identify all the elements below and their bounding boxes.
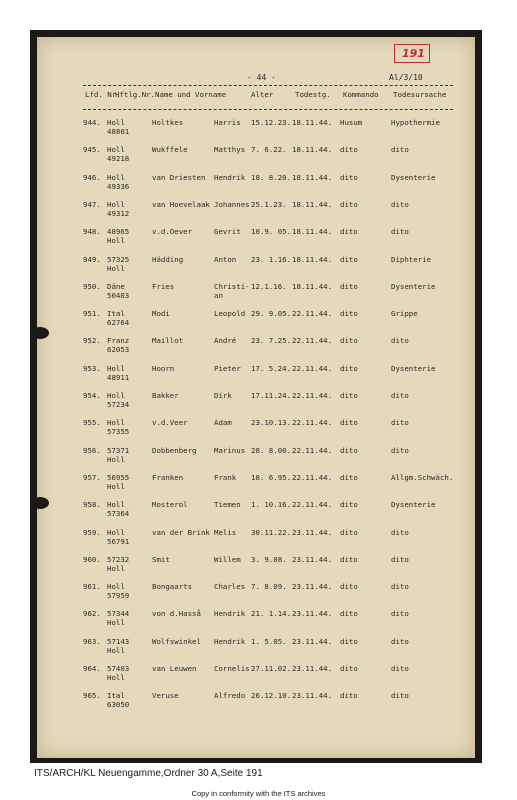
birth-date: 15.12.23. [251, 118, 292, 127]
cause-of-death: Dysenterie [391, 363, 436, 373]
prisoner-number: 63050 [107, 700, 130, 710]
first-name: Willem [214, 554, 241, 564]
death-date: 23.11.44. [292, 582, 333, 592]
entry-number: 960. [83, 554, 101, 564]
surname: Mosterol [152, 500, 188, 510]
entry-number: 957. [83, 472, 101, 482]
kommando: dito [340, 418, 358, 428]
header-name: Name und Vorname [155, 90, 227, 99]
header-todestag: Todestg. [295, 90, 331, 99]
prisoner-category: Holl [107, 118, 125, 127]
surname: Bongaarts [152, 582, 193, 592]
surname: Veruse [152, 691, 179, 701]
first-name: Christi- [214, 281, 250, 291]
kommando: dito [340, 554, 358, 564]
document-reference: Al/3/10 [389, 73, 423, 82]
surname: Dobbenberg [152, 445, 197, 455]
prisoner-number: 56791 [107, 536, 130, 546]
death-date: 18.11.44. [292, 199, 333, 209]
birth-date: 18. 6.95. [251, 472, 292, 482]
kommando: dito [340, 227, 358, 237]
first-name: Johannes [214, 199, 250, 209]
first-name: Hendrik [214, 636, 246, 646]
cause-of-death: dito [391, 609, 409, 619]
birth-date: 28. 8.00. [251, 445, 292, 455]
prisoner-category: Holl [107, 391, 125, 400]
death-date: 22.11.44. [292, 500, 333, 510]
entry-number: 952. [83, 336, 101, 346]
prisoner-number: 57364 [107, 509, 130, 519]
header-todesursache: Todesursache [393, 90, 447, 99]
birth-date: 25.1.23. [251, 199, 287, 209]
birth-date: 23. 1.16. [251, 254, 292, 264]
prisoner-number: Holl [107, 673, 125, 682]
cause-of-death: dito [391, 227, 409, 237]
cause-of-death: dito [391, 636, 409, 646]
entry-number: 959. [83, 527, 101, 537]
birth-date: 18. 8.20. [251, 172, 292, 182]
source-citation: ITS/ARCH/KL Neuengamme,Ordner 30 A,Seite 191 [34, 768, 263, 779]
prisoner-category: Däne [107, 281, 125, 291]
cause-of-death: dito [391, 664, 409, 673]
entry-number: 956. [83, 445, 101, 455]
archive-stamp-number [402, 47, 425, 60]
death-date: 18.11.44. [292, 145, 333, 155]
kommando: dito [340, 472, 358, 482]
first-name: André [214, 336, 237, 346]
death-date: 18.11.44. [292, 254, 333, 264]
header-lfd-nr: Lfd. Nr. [85, 90, 121, 99]
birth-date: 21. 1.14. [251, 609, 292, 619]
kommando: dito [340, 664, 358, 673]
death-date: 22.11.44. [292, 309, 333, 319]
kommando: dito [340, 609, 358, 619]
prisoner-number: Holl [107, 236, 125, 246]
prisoner-number: Holl [107, 618, 125, 628]
first-name: Frank [214, 472, 237, 482]
entry-number: 953. [83, 363, 101, 373]
death-date: 18.11.44. [292, 281, 333, 291]
cause-of-death: Diphterie [391, 254, 432, 264]
cause-of-death: dito [391, 554, 409, 564]
death-date: 23.11.44. [292, 609, 333, 619]
first-name: Matthys [214, 145, 246, 155]
kommando: dito [340, 145, 358, 155]
birth-date: 7. 6.22. [251, 145, 287, 155]
first-name-continued: an [214, 290, 223, 300]
prisoner-category: 48965 [107, 227, 130, 237]
prisoner-category: Holl [107, 363, 125, 373]
cause-of-death: Allgm.Schwäch. [391, 472, 454, 482]
entry-number: 961. [83, 582, 101, 592]
entry-number: 951. [83, 309, 101, 319]
surname: Franken [152, 472, 184, 482]
prisoner-number: 62764 [107, 318, 130, 328]
entry-number: 954. [83, 391, 101, 400]
prisoner-number: Holl [107, 454, 125, 464]
prisoner-number: 48801 [107, 127, 130, 136]
birth-date: 26.12.10. [251, 691, 292, 701]
prisoner-number: 57959 [107, 591, 130, 601]
cause-of-death: Dysenterie [391, 281, 436, 291]
kommando: dito [340, 281, 358, 291]
header-top-rule [83, 85, 453, 86]
entry-number: 948. [83, 227, 101, 237]
entry-number: 955. [83, 418, 101, 428]
birth-date: 7. 8.09. [251, 582, 287, 592]
prisoner-category: Holl [107, 500, 125, 510]
prisoner-category: 57403 [107, 664, 130, 673]
surname: van Driesten [152, 172, 206, 182]
surname: Modi [152, 309, 170, 319]
surname: Smit [152, 554, 170, 564]
birth-date: 29. 9.05. [251, 309, 292, 319]
entry-number: 949. [83, 254, 101, 264]
entry-number: 945. [83, 145, 101, 155]
prisoner-number: Holl [107, 563, 125, 573]
prisoner-category: 57325 [107, 254, 130, 264]
prisoner-category: 57143 [107, 636, 130, 646]
prisoner-category: 57371 [107, 445, 130, 455]
entry-number: 944. [83, 118, 101, 127]
header-alter: Alter [251, 90, 274, 99]
prisoner-number: 49312 [107, 208, 130, 218]
kommando: dito [340, 691, 358, 701]
death-date: 23.11.44. [292, 527, 333, 537]
entry-number: 950. [83, 281, 101, 291]
birth-date: 23. 7.25. [251, 336, 292, 346]
kommando: dito [340, 445, 358, 455]
surname: van Hoevelaak [152, 199, 210, 209]
first-name: Adam [214, 418, 232, 428]
birth-date: 17.11.24. [251, 391, 292, 400]
cause-of-death: dito [391, 582, 409, 592]
first-name: Charles [214, 582, 246, 592]
death-date: 18.11.44. [292, 227, 333, 237]
first-name: Dirk [214, 391, 232, 400]
prisoner-category: Holl [107, 199, 125, 209]
first-name: Alfredo [214, 691, 246, 701]
surname: Bakker [152, 391, 179, 400]
prisoner-category: Holl [107, 145, 125, 155]
birth-date: 30.11.22. [251, 527, 292, 537]
first-name: Hendrik [214, 172, 246, 182]
death-date: 23.11.44. [292, 664, 333, 673]
kommando: dito [340, 500, 358, 510]
entry-number: 962. [83, 609, 101, 619]
birth-date: 1. 10.16. [251, 500, 292, 510]
kommando: dito [340, 309, 358, 319]
prisoner-number: 49336 [107, 181, 130, 191]
first-name: Leopold [214, 309, 246, 319]
kommando: dito [340, 582, 358, 592]
cause-of-death: dito [391, 199, 409, 209]
death-date: 23.11.44. [292, 554, 333, 564]
prisoner-number: Holl [107, 481, 125, 491]
first-name: Hendrik [214, 609, 246, 619]
death-date: 22.11.44. [292, 445, 333, 455]
birth-date: 1. 5.05. [251, 636, 287, 646]
surname: Wolfswinkel [152, 636, 201, 646]
surname: Maillot [152, 336, 184, 346]
first-name: Marinus [214, 445, 246, 455]
page-number: - 44 - [247, 73, 276, 82]
header-haftlg-nr: Hftlg.Nr. [115, 90, 156, 99]
cause-of-death: dito [391, 336, 409, 346]
copy-note: Copy in conformity with the ITS archives [191, 789, 326, 798]
prisoner-number: 50403 [107, 290, 130, 300]
entry-number: 963. [83, 636, 101, 646]
kommando: dito [340, 363, 358, 373]
cause-of-death: dito [391, 445, 409, 455]
death-date: 22.11.44. [292, 391, 333, 400]
surname: Hädding [152, 254, 184, 264]
kommando: dito [340, 636, 358, 646]
birth-date: 12.1.16. [251, 281, 287, 291]
prisoner-category: 56955 [107, 472, 130, 482]
surname: von d.Hasså [152, 609, 201, 619]
cause-of-death: Dysenterie [391, 500, 436, 510]
prisoner-number: 57234 [107, 400, 130, 409]
surname: Hoorn [152, 363, 175, 373]
kommando: dito [340, 527, 358, 537]
first-name: Tiemen [214, 500, 241, 510]
cause-of-death: dito [391, 691, 409, 701]
surname: v.d.Oever [152, 227, 193, 237]
birth-date: 23.10.13. [251, 418, 292, 428]
birth-date: 3. 9.08. [251, 554, 287, 564]
cause-of-death: dito [391, 527, 409, 537]
prisoner-number: Holl [107, 645, 125, 655]
prisoner-number: 48911 [107, 372, 130, 382]
death-date: 18.11.44. [292, 172, 333, 182]
entry-number: 964. [83, 664, 101, 673]
birth-date: 27.11.02. [251, 664, 292, 673]
header-bottom-rule [83, 109, 453, 110]
death-date: 23.11.44. [292, 691, 333, 701]
prisoner-category: Ital [107, 691, 125, 701]
document-page [37, 37, 475, 758]
surname: van Leuwen [152, 664, 197, 673]
cause-of-death: dito [391, 145, 409, 155]
cause-of-death: dito [391, 418, 409, 428]
prisoner-category: Holl [107, 418, 125, 428]
prisoner-number: Holl [107, 263, 125, 273]
prisoner-number: 57355 [107, 427, 130, 437]
surname: Wukffele [152, 145, 188, 155]
entry-number: 965. [83, 691, 101, 701]
first-name: Pieter [214, 363, 241, 373]
prisoner-category: Franz [107, 336, 130, 346]
prisoner-category: Holl [107, 527, 125, 537]
prisoner-category: Ital [107, 309, 125, 319]
entry-number: 946. [83, 172, 101, 182]
death-date: 22.11.44. [292, 336, 333, 346]
first-name: Gevrit [214, 227, 241, 237]
prisoner-category: 57232 [107, 554, 130, 564]
first-name: Melis [214, 527, 237, 537]
cause-of-death: Dysenterie [391, 172, 436, 182]
prisoner-category: Holl [107, 172, 125, 182]
death-date: 22.11.44. [292, 418, 333, 428]
cause-of-death: Hypothermie [391, 118, 440, 127]
prisoner-category: Holl [107, 582, 125, 592]
prisoner-number: 62053 [107, 345, 130, 355]
surname: Fries [152, 281, 175, 291]
archive-stamp-box [394, 44, 430, 63]
first-name: Anton [214, 254, 237, 264]
birth-date: 17. 5.24. [251, 363, 292, 373]
kommando: dito [340, 336, 358, 346]
surname: van der Brink [152, 527, 210, 537]
death-date: 22.11.44. [292, 472, 333, 482]
kommando: dito [340, 199, 358, 209]
death-date: 18.11.44. [292, 118, 333, 127]
header-kommando: Kommando [343, 90, 379, 99]
prisoner-category: 57344 [107, 609, 130, 619]
entry-number: 947. [83, 199, 101, 209]
surname: Holtkes [152, 118, 184, 127]
birth-date: 10.9. 05. [251, 227, 292, 237]
cause-of-death: dito [391, 391, 409, 400]
first-name: Cornelis [214, 664, 250, 673]
entry-number: 958. [83, 500, 101, 510]
kommando: Husum [340, 118, 363, 127]
cause-of-death: Grippe [391, 309, 418, 319]
death-date: 22.11.44. [292, 363, 333, 373]
punch-hole [31, 327, 49, 339]
surname: v.d.Veer [152, 418, 188, 428]
kommando: dito [340, 172, 358, 182]
kommando: dito [340, 254, 358, 264]
prisoner-number: 49218 [107, 154, 130, 164]
kommando: dito [340, 391, 358, 400]
punch-hole [31, 497, 49, 509]
archive-number: 191 [402, 47, 425, 60]
first-name: Harris [214, 118, 241, 127]
death-date: 23.11.44. [292, 636, 333, 646]
